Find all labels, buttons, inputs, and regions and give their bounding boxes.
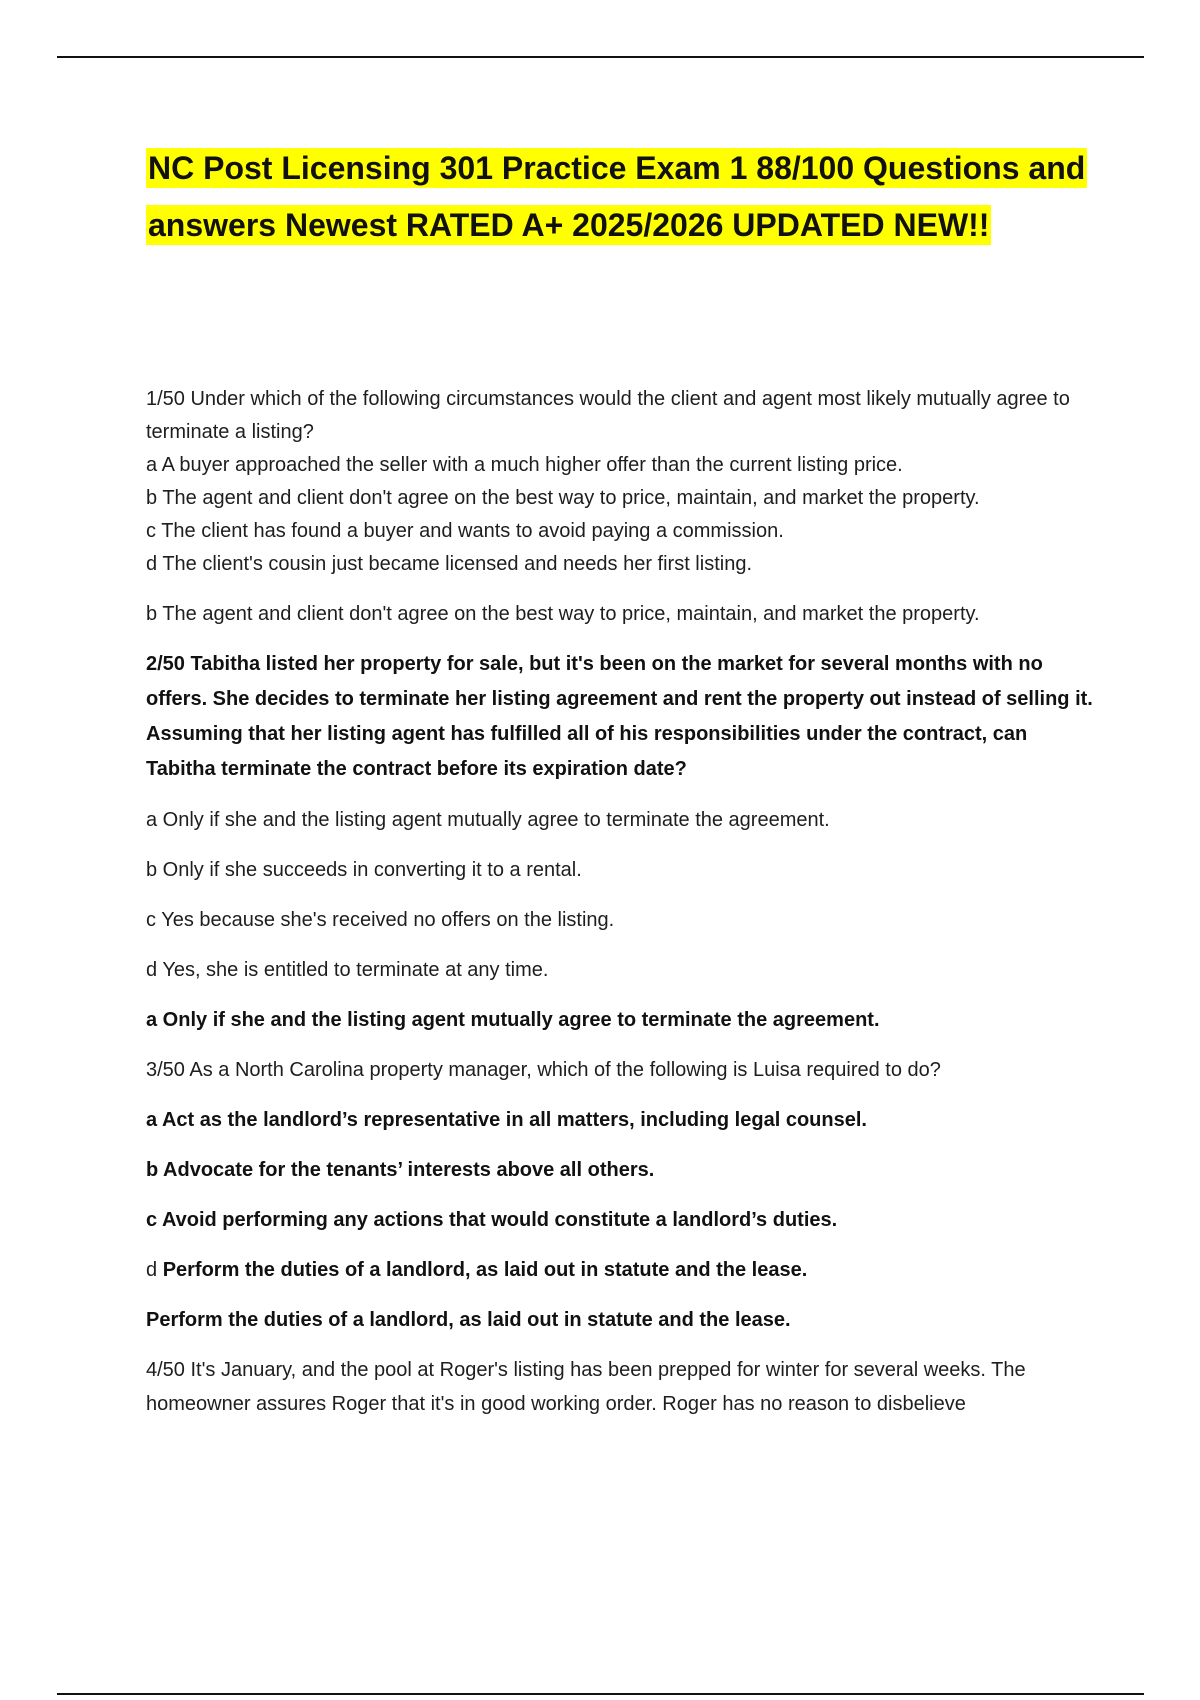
question-2-stem: 2/50 Tabitha listed her property for sale, but it's been on the market for several months with no offers. She decides to terminate her listing agreement and rent the property out instead of selling it. Assuming that her listing agent has fulfilled all of his responsibilities under the contract, can Tabitha terminate the contract before its expiration date? [146,653,1093,780]
question-1-answer: b The agent and client don't agree on the best way to price, maintain, and market the property. [146,603,980,625]
title-block [146,140,1096,254]
question-3-answer: Perform the duties of a landlord, as laid out in statute and the lease. [146,1309,791,1331]
question-3-option-d [146,1253,1096,1287]
question-1-option-b: b The agent and client don't agree on the best way to price, maintain, and market the property. [146,487,980,509]
question-2-option-b: b Only if she succeeds in converting it to a rental. [146,859,582,881]
question-3-option-a: a Act as the landlord’s representative in all matters, including legal counsel. [146,1109,867,1131]
question-1-option-d: d The client's cousin just became licensed and needs her first listing. [146,553,752,575]
question-3-option-d-letter: d [146,1259,158,1281]
question-1-option-c: c The client has found a buyer and wants to avoid paying a commission. [146,520,784,542]
question-1-stem: 1/50 Under which of the following circumstances would the client and agent most likely mutually agree to terminate a listing? [146,388,1070,443]
title-highlight: NC Post Licensing 301 Practice Exam 1 88/100 Questions and answers Newest RATED A+ 2025/2026 UPDATED NEW!! [148,150,1086,243]
question-2-option-c: c Yes because she's received no offers on the listing. [146,909,615,931]
question-3-option-b: b Advocate for the tenants’ interests above all others. [146,1159,655,1181]
question-4-stem: 4/50 It's January, and the pool at Roger's listing has been prepped for winter for several weeks. The homeowner assures Roger that it's in good working order. Roger has no reason to disbelieve [146,1359,1026,1415]
bottom-rule [57,1693,1144,1695]
question-3-option-d-text: Perform the duties of a landlord, as laid out in statute and the lease. [162,1259,808,1281]
question-3-option-c: c Avoid performing any actions that would constitute a landlord’s duties. [146,1209,838,1231]
question-2-option-a: a Only if she and the listing agent mutually agree to terminate the agreement. [146,809,830,831]
question-2-answer: a Only if she and the listing agent mutually agree to terminate the agreement. [146,1009,880,1031]
top-rule [57,56,1144,58]
question-2-option-d: d Yes, she is entitled to terminate at any time. [146,959,549,981]
document-body [146,383,1096,1421]
document-title [146,140,1096,254]
question-1-option-a: a A buyer approached the seller with a much higher offer than the current listing price. [146,454,903,476]
question-3-stem: 3/50 As a North Carolina property manager, which of the following is Luisa required to do? [146,1059,941,1081]
